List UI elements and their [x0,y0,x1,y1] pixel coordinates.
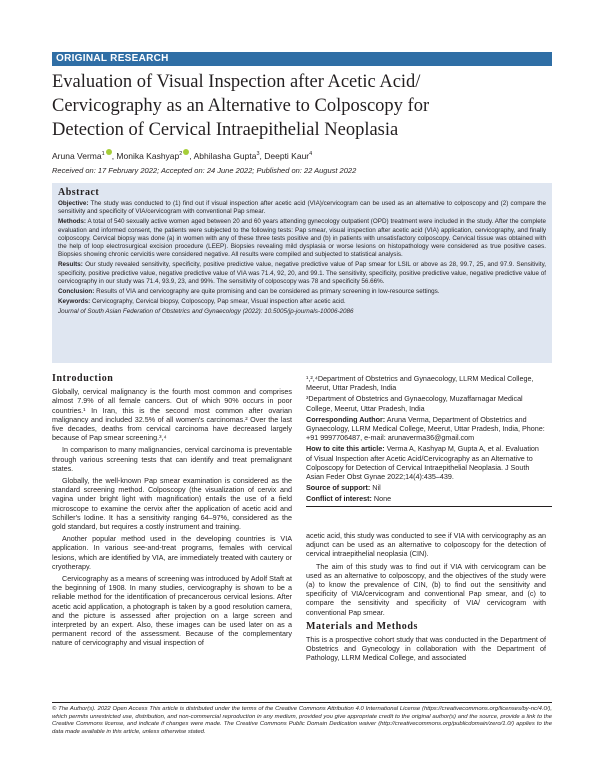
body-paragraph: This is a prospective cohort study that was conducted in the Department of Obstetrics and Gynecology in collaboration with the Department of Pathology, LLRM Medical College, and associated [306,635,546,663]
abstract-methods [58,218,546,259]
author-affil: 4 [309,151,313,157]
support-text: Nil [372,483,381,493]
corr-label: Corresponding Author: [306,414,386,424]
author-affil: 1 [101,151,105,157]
methods-label: Methods: [58,218,86,226]
license-footer: © The Author(s). 2022 Open Access This article is distributed under the terms of the Creative Commons Attribution 4.0 International License (https://creativecommons.org/licenses/by-nc/4.0/), which permits unrestricted use, distribution, and non-commercial reproduction in any medium, provided you give appropriate credit to the original author(s) and the source, provide a link to the Creative Commons license, and indicate if changes were made. The Creative Commons Public Domain Dedication waiver (http://creativecommons.org/publicdomain/zero/1.0/) applies to the data made available in this article, unless otherwise stated. [52,706,552,735]
body-paragraph: acetic acid, this study was conducted to see if VIA with cervicography as an adjunct can be used as an alternative to colposcopy for the detection of cervical intraepithelial neoplasia (CIN). [306,531,546,559]
abstract-box [52,183,552,363]
journal-citation: Journal of South Asian Federation of Obstetrics and Gynaecology (2022): 10.5005/jp-journals-10006-2086 [58,308,354,316]
source-of-support [306,483,546,492]
conflict-text: None [373,494,392,504]
author-affil: 3 [256,151,260,157]
abstract-results [58,261,546,286]
corr-text[interactable]: Aruna Verma, Department of Obstetrics and Gynaecology, LLRM Medical College, Meerut, Uttar Pradesh, India, Phone: +91 9997706487, e-mail: arunaverma36@gmail.com [306,414,545,443]
author-name[interactable]: Deepti Kaur [264,150,310,161]
body-paragraph: The aim of this study was to find out if VIA with cervicogram can be used as an alternative to colposcopy, and the objectives of the study were (a) to know the prevalence of CIN, (b) to find out the sensitivity and specificity of VIA/cervicogram and conventional Pap smear, and (c) to compare the sensitivity and specificity of VIA/ cervicogram with conventional Pap smear. [306,561,546,617]
results-label: Results: [58,261,83,269]
right-column-body [306,531,546,666]
conclusion-label: Conclusion: [58,288,95,296]
how-to-cite [306,444,546,481]
abstract-keywords [58,298,546,306]
abstract-heading: Abstract [58,187,100,198]
abstract-objective [58,200,546,216]
affiliation: ³Department of Obstetrics and Gynaecology, Muzaffarnagar Medical College, Meerut, Uttar Pradesh, India [306,394,523,413]
cite-text: Verma A, Kashyap M, Gupta A, et al. Evaluation of Visual Inspection after Acetic Acid/Cervicography as an Alternative to Colposcopy for Detection of Cervical Intraepithelial Neoplasia. J South Asian Feder Obst Gynae 2022;14(4):435–439. [306,444,539,482]
objective-label: Objective: [58,200,89,207]
intro-heading: Introduction [52,373,114,384]
orcid-icon[interactable] [106,149,112,155]
divider [52,702,552,703]
intro-paragraph: Another popular method used in the developing countries is VIA application. In various see-and-treat programs, females with cervical lesions, which are identified by VIA, are immediately treated with cautery or cryotherapy. [52,534,292,571]
keywords-text: Cervicography, Cervical biopsy, Colposcopy, Pap smear, Visual inspection after acetic acid. [91,298,346,306]
affiliations-block [306,374,546,511]
cite-label: How to cite this article: [306,444,385,454]
article-title: Evaluation of Visual Inspection after Acetic Acid/ Cervicography as an Alternative to Colposcopy for Detection of Cervical Intraepithelial Neoplasia [52,72,430,140]
author-list: Aruna Verma$^1$ , Monika Kashyap$^2$ , Abhilasha Gupta$^3$, Deepti Kaur$^4$ [52,150,313,161]
author-name[interactable]: Abhilasha Gupta [193,150,257,161]
author-name[interactable]: Monika Kashyap [116,150,180,161]
orcid-icon[interactable] [183,149,189,155]
author-name[interactable]: Aruna Verma [52,150,102,161]
intro-paragraph: Globally, the well-known Pap smear examination is considered as the standard screening method. Colposcopy (the visualization of cervix and vagina under bright light with magnification) entails the use of a field microscope to examine the cervix after the application of acetic acid and Schiller's Iodine. It has a sensitivity ranging 64–97%, considered as the gold standard, but requires a costly instrument and training. [52,476,292,532]
left-column [52,374,292,651]
objective-text: The study was conducted to (1) find out if visual inspection after acetic acid (VIA)/cervicogram can be used as an alternative to colposcopy and (2) compare the sensitivity and specificity of VIA/cervicogram with conventional Pap smear. [58,200,547,216]
intro-paragraph: Cervicography as a means of screening was introduced by Adolf Staft at the beginning of 1908. In many studies, cervicography is shown to be a reliable method for the identification of precancerous cervical lesions. After acetic acid application, a photograph is taken by a good resolution camera, and the picture is assessed after projection on a large screen and interpreted by an expert. Also, these images can be used later on as a permanent record of the assessment. Because of the complementary nature of cervicography and visual inspection of [52,574,292,648]
support-label: Source of support: [306,483,371,493]
divider [306,506,552,507]
conflict-label: Conflict of interest: [306,494,372,504]
conflict-of-interest [306,494,546,503]
conclusion-text: Results of VIA and cervicography are quite promising and can be considered as primary screening in low-resource settings. [96,288,440,296]
methods-heading: Materials and Methods [306,620,419,632]
intro-paragraph: Globally, cervical malignancy is the fourth most common and comprises almost 7.9% of all female cancers. Out of which 90% occurs in poor countries.¹ In Iran, this is the second most common after ovarian malignancy and included 32.5% of all women's carcinomas.² Over the last five decades, deaths from cervical carcinoma have decreased largely because of Pap smear screening.³,⁴ [52,387,292,443]
methods-text: A total of 540 sexually active women aged between 20 and 60 years attending gynecology outpatient (OPD) treatment were included in the study. After the complete evaluation and informed consent, the patients were subjected to the following tests: Pap smear, visual inspection after acetic acid (VIA) application, cervicography, and finally colposcopy. Cervical biopsy was done (a) in women with any of these three tests positive and (b) in patients with unsatisfactory colposcopy. Cervical tissue was obtained with the help of loop electrosurgical excision procedure (LEEP). Biopsies revealing mild dysplasia or worse lesions on histopathology were considered as true positive cases. Biopsies showing chronic cervicitis were considered negative. All results were compiled and subjected to statistical analysis. [58,218,547,259]
results-text: Our study revealed sensitivity, specificity, positive predictive value, negative predictive value of Pap smear for LSIL or above as 28, 99.7, 25, and 97.9. Sensitivity, specificity, positive predictive value, negative predictive value of VIA was 71.4, 92, 20, and 99.1. The sensitivity, specificity, positive predictive value, negative predictive value of cervicography in our study was 71.4, 93.9, 23, and 99%. The sensitivity of colposcopy was 78 and specificity 56.66%. [58,261,547,285]
section-label: ORIGINAL RESEARCH [52,52,552,66]
intro-paragraph: In comparison to many malignancies, cervical carcinoma is preventable through various screening tests that can identify and treat premalignant states. [52,445,292,473]
corresponding-author [306,415,546,443]
author-affil: 2 [179,151,183,157]
abstract-conclusion [58,288,546,296]
publication-dates: Received on: 17 February 2022; Accepted on: 24 June 2022; Published on: 22 August 2022 [52,166,357,175]
affiliation: ¹,²,⁴Department of Obstetrics and Gynaecology, LLRM Medical College, Meerut, Uttar Pradesh, India [306,374,534,393]
keywords-label: Keywords: [58,298,91,306]
